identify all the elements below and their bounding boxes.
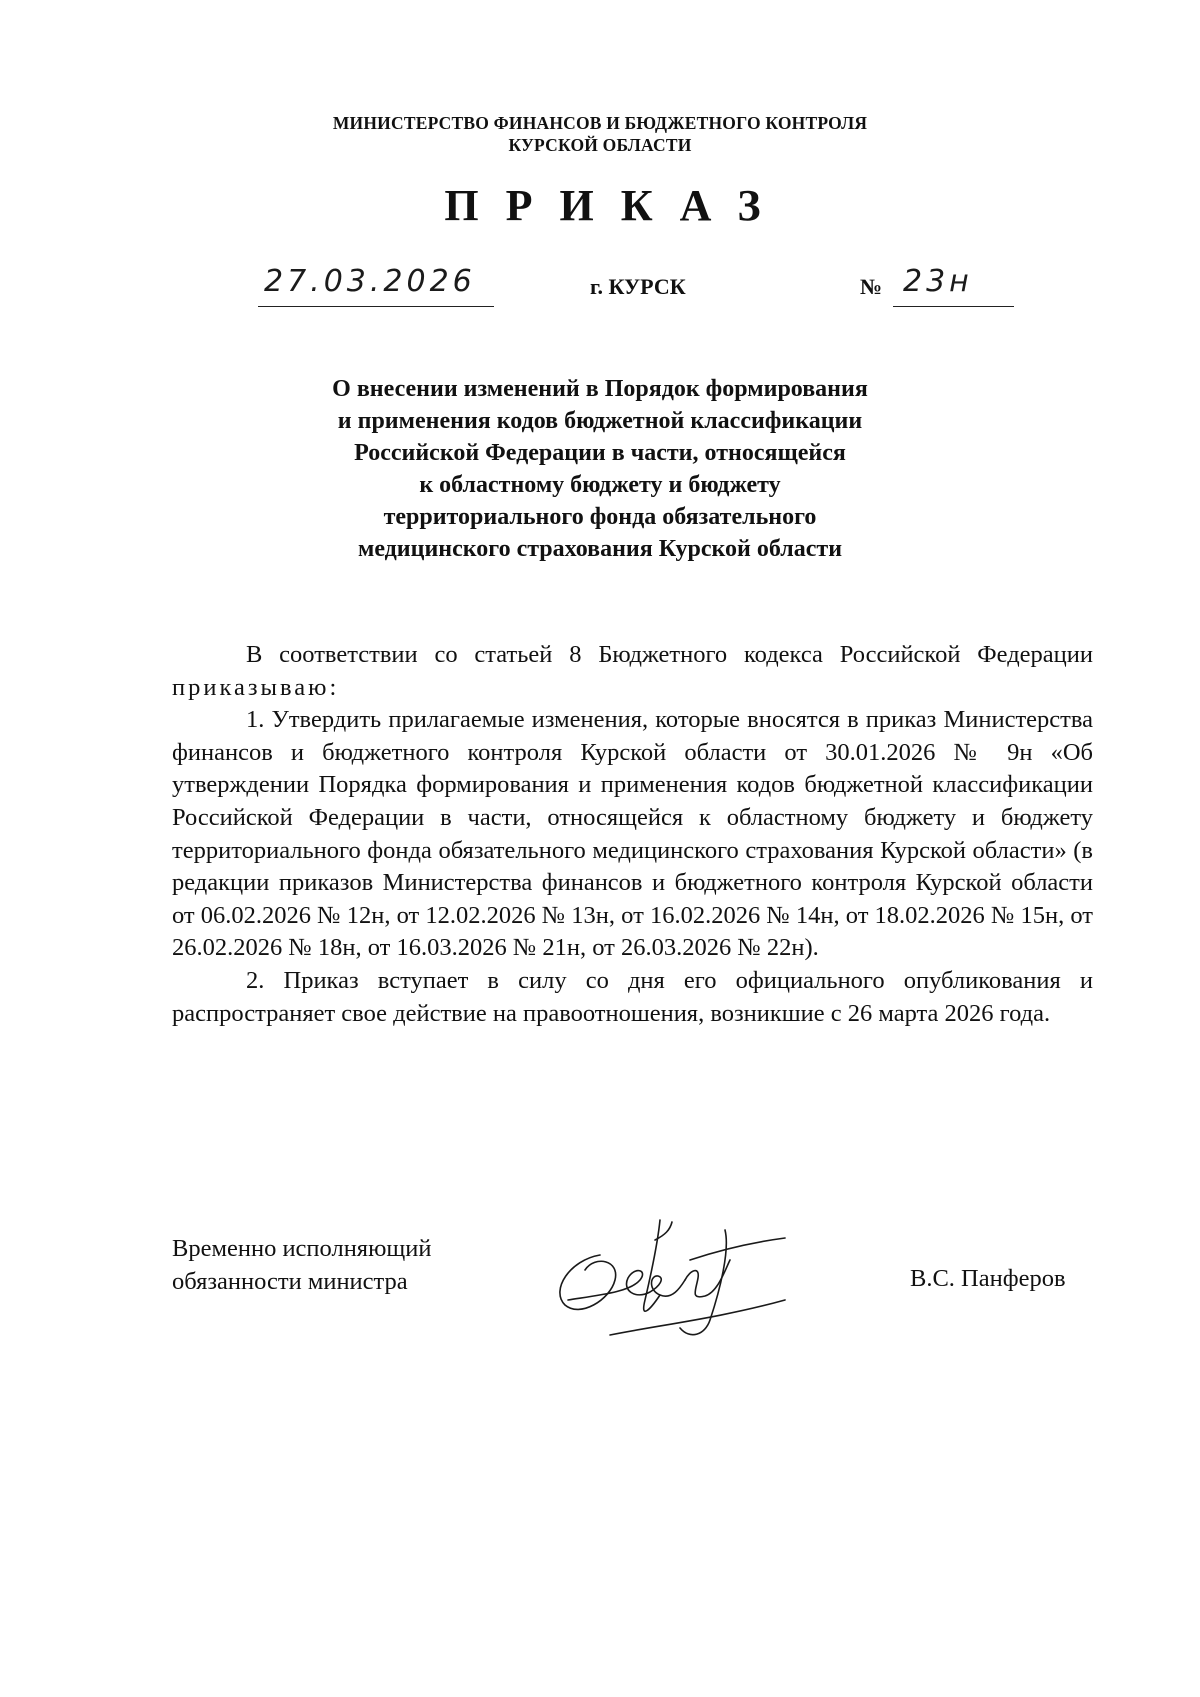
ministry-name-line1: МИНИСТЕРСТВО ФИНАНСОВ И БЮДЖЕТНОГО КОНТРОЛЯ — [332, 113, 868, 133]
subject-line: Российской Федерации в части, относящейся — [354, 440, 846, 466]
signer-position-line2: обязанности министра — [172, 1268, 408, 1295]
signer-name: В.С. Панферов — [910, 1265, 1066, 1292]
order-subject — [0, 373, 1200, 565]
signer-position-line1: Временно исполняющий — [172, 1235, 432, 1262]
order-meta-row — [0, 264, 1200, 314]
intro-text: В соответствии со статьей 8 Бюджетного кодекса Российской Федерации — [246, 641, 1093, 668]
subject-line: медицинского страхования Курской области — [357, 536, 843, 562]
order-number-sign: № — [860, 274, 883, 299]
handwritten-signature — [540, 1200, 820, 1350]
order-verb: приказываю: — [172, 673, 340, 701]
order-city: г. КУРСК — [590, 274, 686, 299]
order-number-field — [893, 264, 1014, 307]
document-type-title: ПРИКАЗ — [444, 181, 788, 230]
subject-line: территориального фонда обязательного — [383, 504, 817, 530]
subject-line: и применения кодов бюджетной классификации — [337, 408, 863, 434]
order-date-field — [258, 264, 494, 307]
item-2-paragraph: 2. Приказ вступает в силу со дня его официального опубликования и распространяет свое действие на правоотношения, возникшие с 26 марта 2026 года. — [172, 966, 1093, 1027]
subject-line: О внесении изменений в Порядок формирования — [332, 376, 868, 402]
ministry-header — [0, 112, 1200, 156]
signer-position — [172, 1232, 431, 1298]
order-body — [172, 639, 1093, 1030]
intro-paragraph — [172, 639, 1093, 704]
subject-line: к областному бюджету и бюджету — [419, 472, 781, 498]
item-1-paragraph: 1. Утвердить прилагаемые изменения, которые вносятся в приказ Министерства финансов и бюджетного контроля Курской области от 30.01.2026 № 9н «Об утверждении Порядка формирования и применения кодов бюджетной классификации Российской Федерации в части, относящейся к областному бюджету и бюджету территориального фонда обязательного медицинского страхования Курской области» (в редакции приказов Министерства финансов и бюджетного контроля Курской области от 06.02.2026 № 12н, от 12.02.2026 № 13н, от 16.02.2026 № 14н, от 18.02.2026 № 15н, от 26.02.2026 № 18н, от 16.03.2026 № 21н, от 26.03.2026 № 22н). — [172, 706, 1093, 962]
order-date-handwritten: 27.03.2026 — [264, 264, 476, 299]
ministry-name-line2: КУРСКОЙ ОБЛАСТИ — [508, 135, 692, 155]
order-number-handwritten: 23н — [903, 264, 973, 299]
